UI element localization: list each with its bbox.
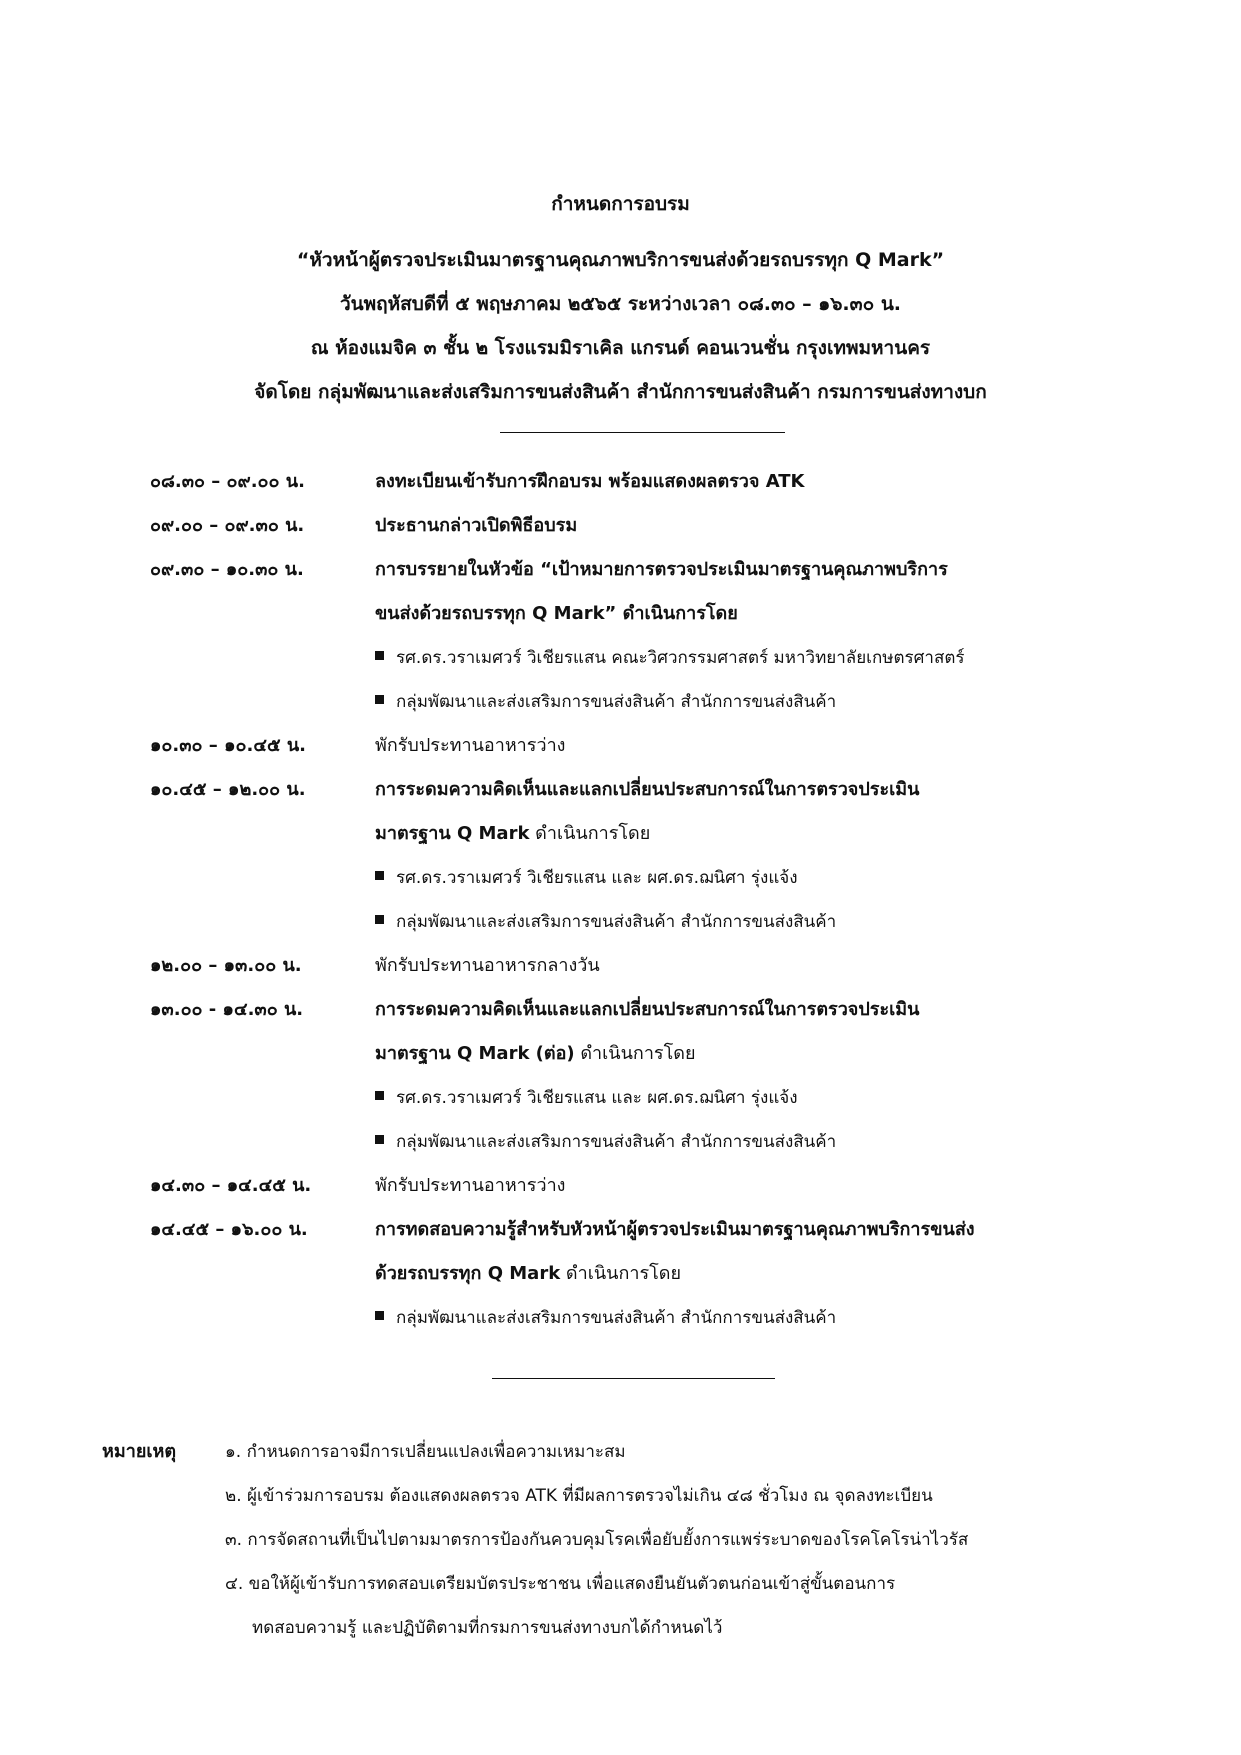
venue-line: ณ ห้องแมจิค ๓ ชั้น ๒ โรงแรมมิราเคิล แกรนด์ คอนเวนชั่น กรุงเทพมหานคร [310,337,931,359]
schedule-time: ๑๔.๔๕ – ๑๖.๐๐ น. [150,1219,308,1240]
note-item: ๔. ขอให้ผู้เข้ารับการทดสอบเตรียมบัตรประชาชน เพื่อแสดงยืนยันตัวตนก่อนเข้าสู่ขั้นตอนการ [225,1574,896,1594]
schedule-line: ด้วยรถบรรทุก Q Mark ดำเนินการโดย [375,1263,682,1284]
schedule-line: การทดสอบความรู้สำหรับหัวหน้าผู้ตรวจประเมินมาตรฐานคุณภาพบริการขนส่ง [375,1219,975,1240]
schedule-time: ๐๙.๐๐ – ๐๙.๓๐ น. [150,515,305,536]
speaker-item: กลุ่มพัฒนาและส่งเสริมการขนส่งสินค้า สำนักการขนส่งสินค้า [375,910,836,934]
schedule-time: ๑๒.๐๐ – ๑๓.๐๐ น. [150,955,302,976]
speaker-item: รศ.ดร.วราเมศวร์ วิเชียรแสน และ ผศ.ดร.ฌนิศา รุ่งแจ้ง [375,866,798,890]
schedule-line: พักรับประทานอาหารกลางวัน [375,955,600,976]
schedule-line: การระดมความคิดเห็นและแลกเปลี่ยนประสบการณ์ในการตรวจประเมิน [375,779,920,800]
schedule-line: การบรรยายในหัวข้อ “เป้าหมายการตรวจประเมินมาตรฐานคุณภาพบริการ [375,559,948,580]
schedule-line: ประธานกล่าวเปิดพิธีอบรม [375,515,578,536]
schedule-time: ๑๔.๓๐ – ๑๔.๔๕ น. [150,1175,312,1196]
square-bullet-icon [375,871,384,880]
schedule-time: ๑๓.๐๐ - ๑๔.๓๐ น. [150,999,304,1020]
note-item: ๒. ผู้เข้าร่วมการอบรม ต้องแสดงผลตรวจ ATK ที่มีผลการตรวจไม่เกิน ๔๘ ชั่วโมง ณ จุดลงทะเบียน [225,1486,933,1506]
square-bullet-icon [375,1311,384,1320]
schedule-line: การระดมความคิดเห็นและแลกเปลี่ยนประสบการณ์ในการตรวจประเมิน [375,999,920,1020]
schedule-line: มาตรฐาน Q Mark ดำเนินการโดย [375,823,651,844]
schedule-line: พักรับประทานอาหารว่าง [375,1175,566,1196]
square-bullet-icon [375,1135,384,1144]
organizer-line: จัดโดย กลุ่มพัฒนาและส่งเสริมการขนส่งสินค้า สำนักการขนส่งสินค้า กรมการขนส่งทางบก [254,381,987,403]
course-name: “หัวหน้าผู้ตรวจประเมินมาตรฐานคุณภาพบริการขนส่งด้วยรถบรรทุก Q Mark” [296,249,945,271]
schedule-line: มาตรฐาน Q Mark (ต่อ) ดำเนินการโดย [375,1043,696,1064]
note-item-continuation: ทดสอบความรู้ และปฏิบัติตามที่กรมการขนส่งทางบกได้กำหนดไว้ [252,1618,723,1638]
note-item: ๓. การจัดสถานที่เป็นไปตามมาตรการป้องกันควบคุมโรคเพื่อยับยั้งการแพร่ระบาดของโรคโคโรน่าไวรัส [225,1530,969,1550]
header-divider [500,432,785,433]
schedule-line: ขนส่งด้วยรถบรรทุก Q Mark” ดำเนินการโดย [375,603,738,624]
schedule-line: พักรับประทานอาหารว่าง [375,735,566,756]
schedule-divider [492,1378,775,1379]
schedule-time: ๐๙.๓๐ – ๑๐.๓๐ น. [150,559,304,580]
speaker-item: กลุ่มพัฒนาและส่งเสริมการขนส่งสินค้า สำนักการขนส่งสินค้า [375,690,836,714]
square-bullet-icon [375,651,384,660]
speaker-item: กลุ่มพัฒนาและส่งเสริมการขนส่งสินค้า สำนักการขนส่งสินค้า [375,1306,836,1330]
date-line: วันพฤหัสบดีที่ ๕ พฤษภาคม ๒๕๖๕ ระหว่างเวลา ๐๘.๓๐ – ๑๖.๓๐ น. [339,293,902,315]
note-item: ๑. กำหนดการอาจมีการเปลี่ยนแปลงเพื่อความเหมาะสม [225,1442,626,1462]
speaker-item: กลุ่มพัฒนาและส่งเสริมการขนส่งสินค้า สำนักการขนส่งสินค้า [375,1130,836,1154]
square-bullet-icon [375,915,384,924]
speaker-item: รศ.ดร.วราเมศวร์ วิเชียรแสน และ ผศ.ดร.ฌนิศา รุ่งแจ้ง [375,1086,798,1110]
document-title: กำหนดการอบรม [551,193,690,215]
schedule-time: ๑๐.๓๐ – ๑๐.๔๕ น. [150,735,306,756]
schedule-line: ลงทะเบียนเข้ารับการฝึกอบรม พร้อมแสดงผลตรวจ ATK [375,471,805,492]
square-bullet-icon [375,1091,384,1100]
square-bullet-icon [375,695,384,704]
schedule-time: ๐๘.๓๐ – ๐๙.๐๐ น. [150,471,305,492]
schedule-time: ๑๐.๔๕ – ๑๒.๐๐ น. [150,779,306,800]
speaker-item: รศ.ดร.วราเมศวร์ วิเชียรแสน คณะวิศวกรรมศาสตร์ มหาวิทยาลัยเกษตรศาสตร์ [375,646,965,670]
notes-label: หมายเหตุ [102,1441,177,1462]
